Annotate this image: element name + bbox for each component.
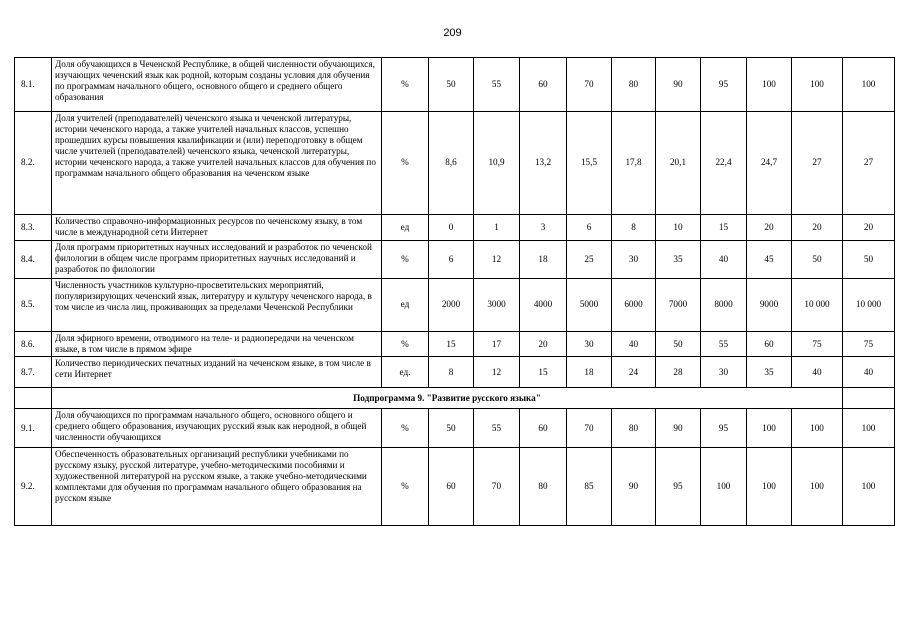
value-cell: 25 bbox=[567, 241, 612, 279]
value-cell: 20 bbox=[792, 215, 843, 241]
row-number: 8.3. bbox=[15, 215, 52, 241]
table-row bbox=[15, 357, 895, 388]
table-row bbox=[15, 241, 895, 279]
value-cell: 50 bbox=[792, 241, 843, 279]
value-cell: 15 bbox=[701, 215, 747, 241]
value-cell: 75 bbox=[843, 332, 895, 357]
value-cell: 55 bbox=[701, 332, 747, 357]
value-cell: 20 bbox=[520, 332, 567, 357]
unit-cell: % bbox=[382, 448, 429, 526]
value-cell: 45 bbox=[747, 241, 792, 279]
unit-cell: ед. bbox=[382, 357, 429, 388]
value-cell: 70 bbox=[567, 58, 612, 112]
value-cell: 2000 bbox=[429, 279, 474, 332]
unit-cell: % bbox=[382, 241, 429, 279]
value-cell: 27 bbox=[792, 112, 843, 215]
empty-cell bbox=[843, 388, 895, 409]
unit-cell: % bbox=[382, 58, 429, 112]
row-number: 8.5. bbox=[15, 279, 52, 332]
value-cell: 0 bbox=[429, 215, 474, 241]
unit-cell: % bbox=[382, 112, 429, 215]
value-cell: 95 bbox=[701, 58, 747, 112]
value-cell: 20,1 bbox=[656, 112, 701, 215]
value-cell: 1 bbox=[474, 215, 520, 241]
table-row bbox=[15, 112, 895, 215]
value-cell: 27 bbox=[843, 112, 895, 215]
row-number: 8.1. bbox=[15, 58, 52, 112]
value-cell: 100 bbox=[747, 409, 792, 448]
table-row bbox=[15, 448, 895, 526]
value-cell: 40 bbox=[701, 241, 747, 279]
value-cell: 3 bbox=[520, 215, 567, 241]
indicator-description: Доля обучающихся в Чеченской Республике, в общей численности обучающихся, изучающих чеченский язык как родной, которым созданы условия для обучения по программам начального общего, основного общего и среднего общего образования bbox=[52, 58, 382, 112]
value-cell: 60 bbox=[520, 409, 567, 448]
value-cell: 90 bbox=[656, 58, 701, 112]
value-cell: 8000 bbox=[701, 279, 747, 332]
value-cell: 15 bbox=[429, 332, 474, 357]
value-cell: 12 bbox=[474, 357, 520, 388]
value-cell: 100 bbox=[747, 58, 792, 112]
value-cell: 17 bbox=[474, 332, 520, 357]
value-cell: 70 bbox=[567, 409, 612, 448]
value-cell: 9000 bbox=[747, 279, 792, 332]
table-row bbox=[15, 58, 895, 112]
page-number: 209 bbox=[443, 27, 462, 39]
value-cell: 55 bbox=[474, 58, 520, 112]
value-cell: 85 bbox=[567, 448, 612, 526]
value-cell: 100 bbox=[792, 448, 843, 526]
value-cell: 40 bbox=[612, 332, 656, 357]
value-cell: 8 bbox=[612, 215, 656, 241]
value-cell: 18 bbox=[567, 357, 612, 388]
indicator-description: Доля учителей (преподавателей) чеченского языка и чеченской литературы, истории чеченского народа, а также учителей начальных классов, успешно прошедших курсы повышения квалификации и (или) переподготовку в общем числе учителей (преподавателей) чеченского языка, чеченской литературы, истории чеченского народа, а также учителей начальных классов для обучения по программам начального общего образования на чеченском языке bbox=[52, 112, 382, 215]
value-cell: 30 bbox=[701, 357, 747, 388]
unit-cell: ед bbox=[382, 279, 429, 332]
indicator-description: Доля обучающихся по программам начального общего, основного общего и среднего общего образования, изучающих русский язык как неродной, в общей численности обучающихся bbox=[52, 409, 382, 448]
value-cell: 70 bbox=[474, 448, 520, 526]
value-cell: 10 000 bbox=[843, 279, 895, 332]
value-cell: 100 bbox=[792, 58, 843, 112]
indicator-description: Доля эфирного времени, отводимого на теле- и радиопередачи на чеченском языке, в том числе в прямом эфире bbox=[52, 332, 382, 357]
value-cell: 24 bbox=[612, 357, 656, 388]
value-cell: 95 bbox=[701, 409, 747, 448]
table-row bbox=[15, 215, 895, 241]
value-cell: 55 bbox=[474, 409, 520, 448]
value-cell: 6 bbox=[567, 215, 612, 241]
value-cell: 90 bbox=[612, 448, 656, 526]
value-cell: 3000 bbox=[474, 279, 520, 332]
row-number: 9.2. bbox=[15, 448, 52, 526]
value-cell: 17,8 bbox=[612, 112, 656, 215]
value-cell: 90 bbox=[656, 409, 701, 448]
value-cell: 40 bbox=[792, 357, 843, 388]
value-cell: 75 bbox=[792, 332, 843, 357]
value-cell: 40 bbox=[843, 357, 895, 388]
value-cell: 20 bbox=[747, 215, 792, 241]
value-cell: 80 bbox=[612, 409, 656, 448]
indicators-table bbox=[14, 57, 895, 526]
table-row bbox=[15, 332, 895, 357]
value-cell: 35 bbox=[656, 241, 701, 279]
value-cell: 60 bbox=[520, 58, 567, 112]
value-cell: 6000 bbox=[612, 279, 656, 332]
value-cell: 18 bbox=[520, 241, 567, 279]
value-cell: 15 bbox=[520, 357, 567, 388]
empty-cell bbox=[15, 388, 52, 409]
value-cell: 24,7 bbox=[747, 112, 792, 215]
value-cell: 50 bbox=[656, 332, 701, 357]
value-cell: 10 000 bbox=[792, 279, 843, 332]
row-number: 8.2. bbox=[15, 112, 52, 215]
indicator-description: Численность участников культурно-просветительских мероприятий, популяризирующих чеченский язык, литературу и культуру чеченского народа, в том числе из числа лиц, проживающих за пределами Чеченской Республики bbox=[52, 279, 382, 332]
value-cell: 12 bbox=[474, 241, 520, 279]
value-cell: 80 bbox=[612, 58, 656, 112]
table-row bbox=[15, 279, 895, 332]
value-cell: 100 bbox=[843, 409, 895, 448]
value-cell: 35 bbox=[747, 357, 792, 388]
value-cell: 6 bbox=[429, 241, 474, 279]
unit-cell: ед bbox=[382, 215, 429, 241]
row-number: 8.7. bbox=[15, 357, 52, 388]
value-cell: 10 bbox=[656, 215, 701, 241]
value-cell: 60 bbox=[429, 448, 474, 526]
value-cell: 95 bbox=[656, 448, 701, 526]
indicator-description: Обеспеченность образовательных организаций республики учебниками по русскому языку, русской литературе, учебно-методическими пособиями и художественной литературой на русском языке, а также учебно-методическими комплектами для обучения по программам начального общего образования на русском языке bbox=[52, 448, 382, 526]
value-cell: 10,9 bbox=[474, 112, 520, 215]
value-cell: 20 bbox=[843, 215, 895, 241]
row-number: 8.4. bbox=[15, 241, 52, 279]
indicator-description: Количество периодических печатных изданий на чеченском языке, в том числе в сети Интернет bbox=[52, 357, 382, 388]
value-cell: 7000 bbox=[656, 279, 701, 332]
value-cell: 60 bbox=[747, 332, 792, 357]
value-cell: 50 bbox=[843, 241, 895, 279]
value-cell: 80 bbox=[520, 448, 567, 526]
value-cell: 15,5 bbox=[567, 112, 612, 215]
value-cell: 22,4 bbox=[701, 112, 747, 215]
value-cell: 30 bbox=[567, 332, 612, 357]
value-cell: 4000 bbox=[520, 279, 567, 332]
value-cell: 13,2 bbox=[520, 112, 567, 215]
value-cell: 8 bbox=[429, 357, 474, 388]
row-number: 8.6. bbox=[15, 332, 52, 357]
indicator-description: Количество справочно-информационных ресурсов по чеченскому языку, в том числе в международной сети Интернет bbox=[52, 215, 382, 241]
value-cell: 28 bbox=[656, 357, 701, 388]
table-row bbox=[15, 409, 895, 448]
value-cell: 100 bbox=[843, 448, 895, 526]
indicator-description: Доля программ приоритетных научных исследований и разработок по чеченской филологии в общем числе программ приоритетных научных исследований и разработок по филологии bbox=[52, 241, 382, 279]
value-cell: 100 bbox=[792, 409, 843, 448]
row-number: 9.1. bbox=[15, 409, 52, 448]
unit-cell: % bbox=[382, 332, 429, 357]
value-cell: 100 bbox=[843, 58, 895, 112]
value-cell: 5000 bbox=[567, 279, 612, 332]
value-cell: 8,6 bbox=[429, 112, 474, 215]
value-cell: 50 bbox=[429, 409, 474, 448]
subprogram-row bbox=[15, 388, 895, 409]
value-cell: 30 bbox=[612, 241, 656, 279]
value-cell: 100 bbox=[701, 448, 747, 526]
unit-cell: % bbox=[382, 409, 429, 448]
value-cell: 100 bbox=[747, 448, 792, 526]
subprogram-title: Подпрограмма 9. "Развитие русского языка" bbox=[52, 388, 843, 409]
value-cell: 50 bbox=[429, 58, 474, 112]
